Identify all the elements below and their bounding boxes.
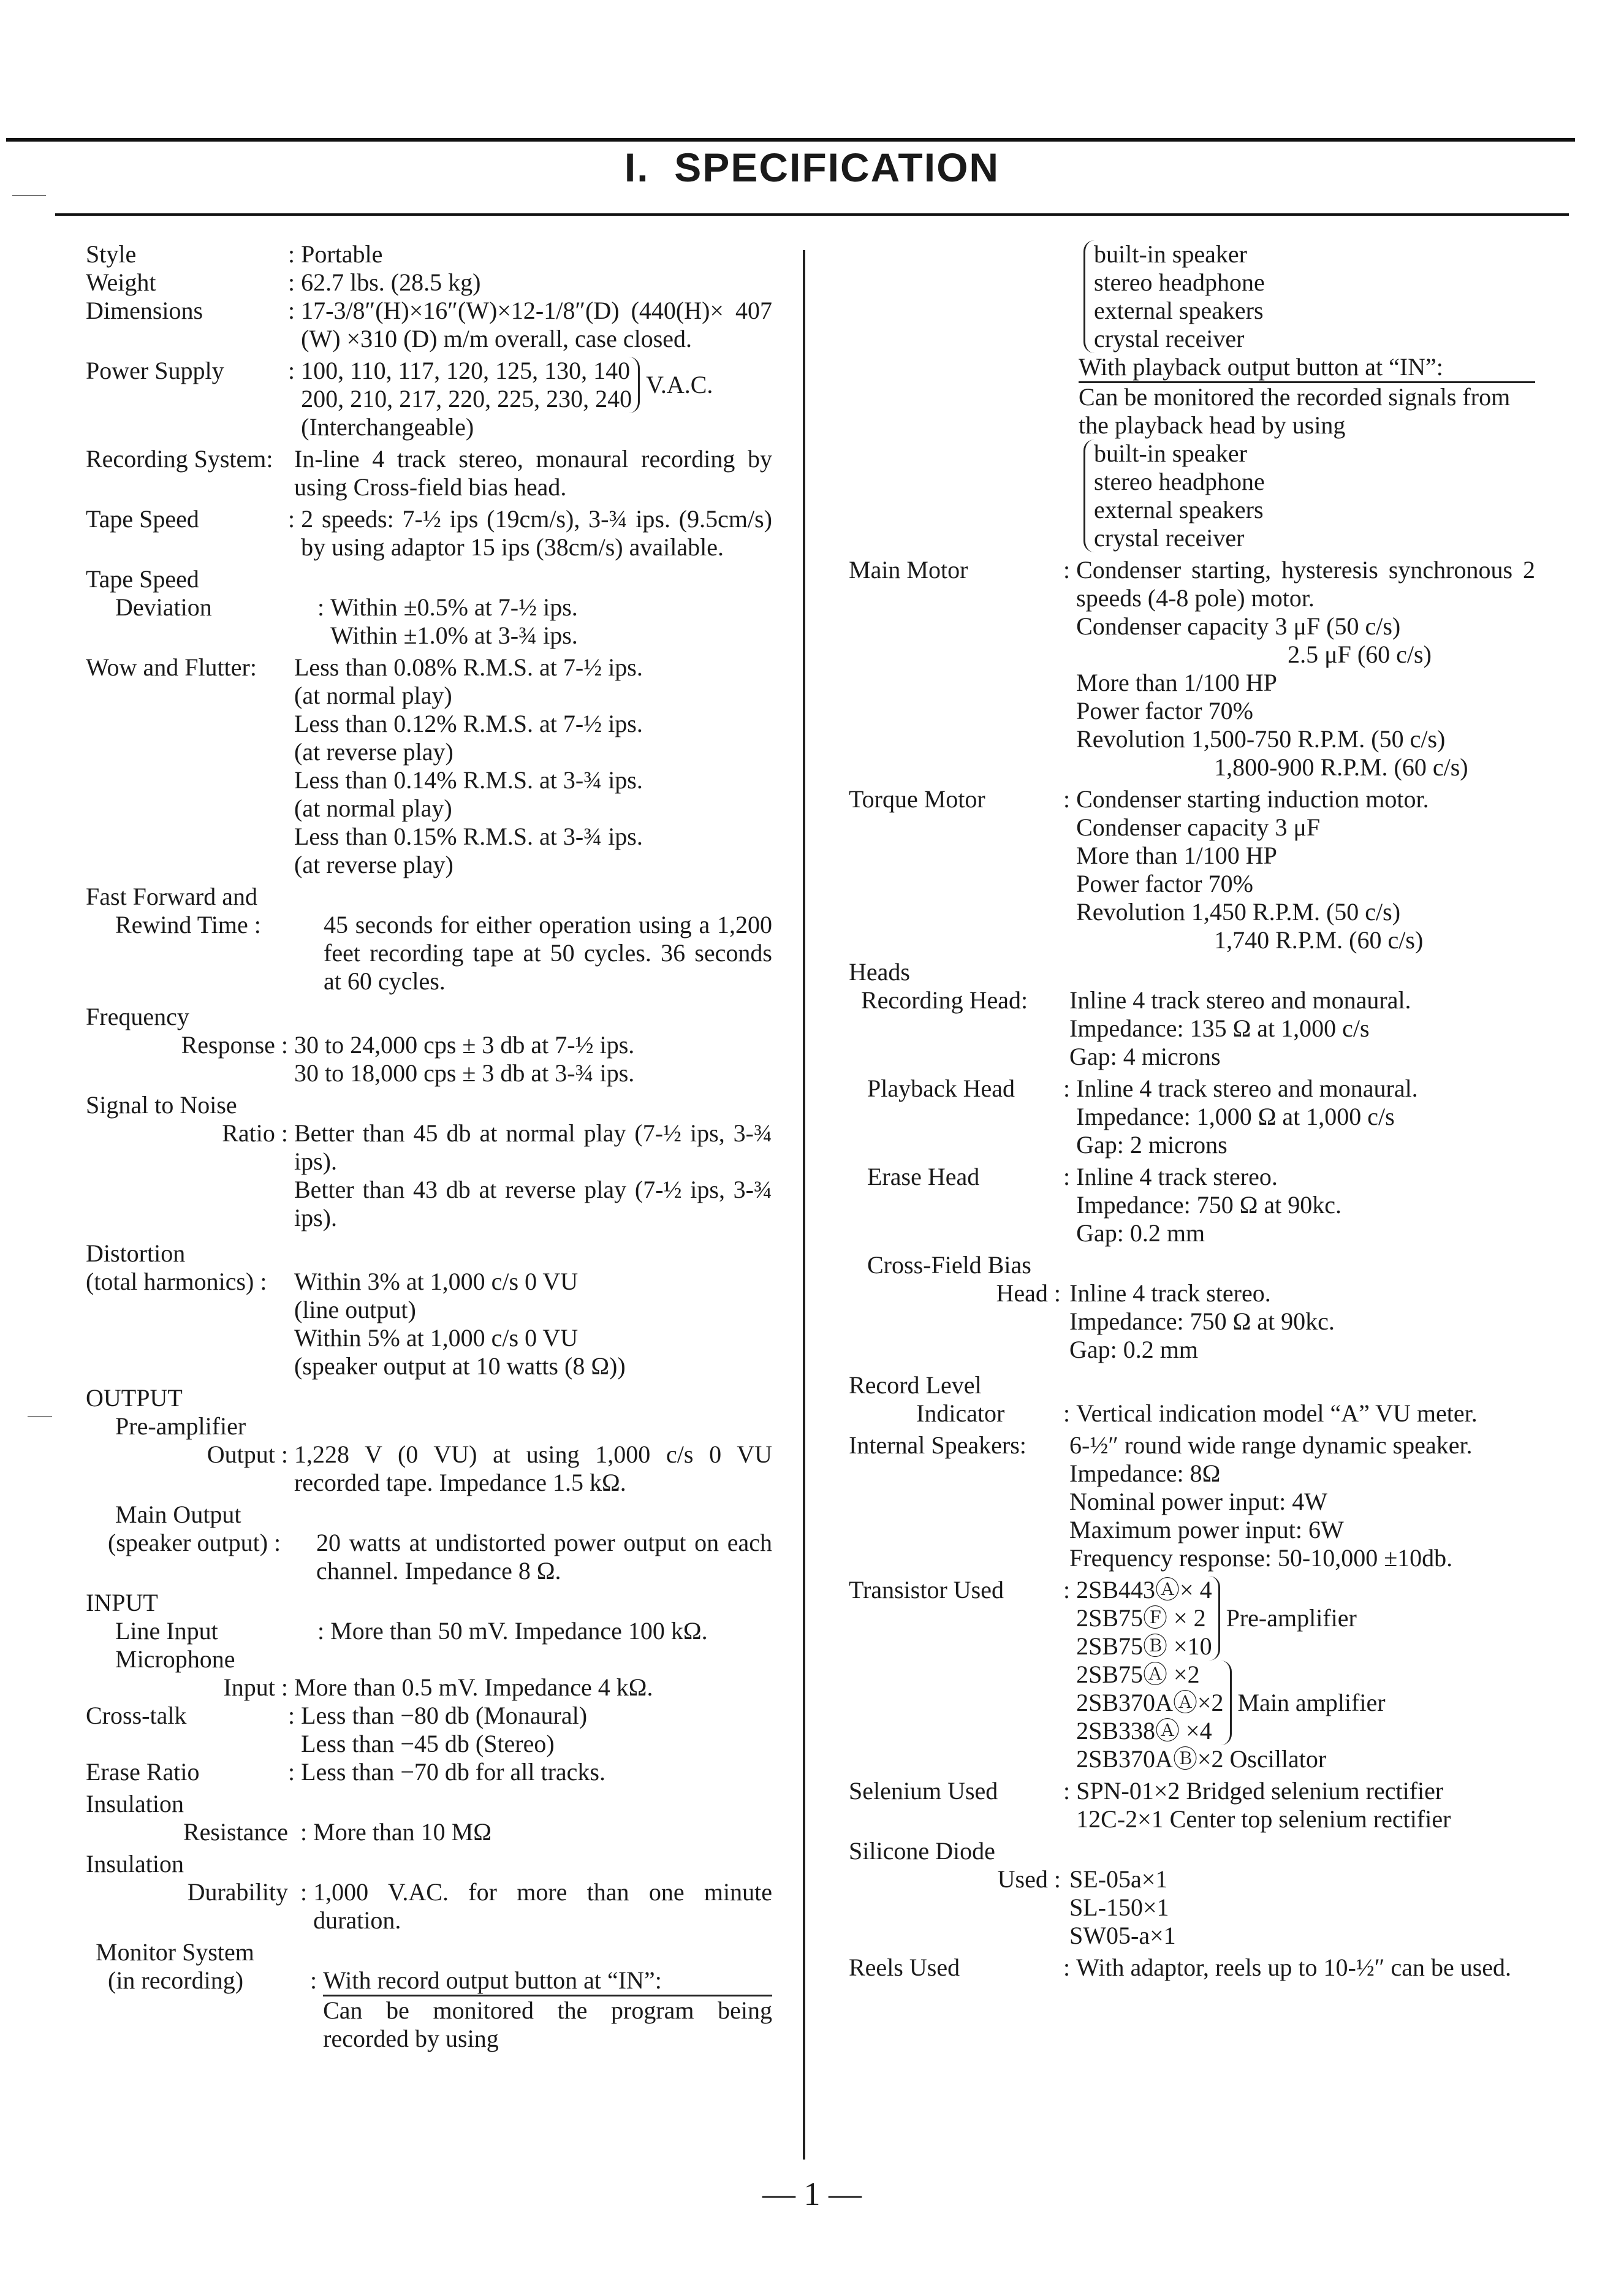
spec-frequency-response: Frequency Response : 30 to 24,000 cps ± 3 db at 7-½ ips. 30 to 18,000 cps ± 3 db at 3-¾ ips. [86,1003,635,1087]
spec-style: Style : Portable [86,240,383,268]
margin-tick [28,1416,52,1417]
spec-record-level: Record Level Indicator : Vertical indication model “A” VU meter. [849,1371,1478,1427]
spec-distortion: Distortion (total harmonics) : Within 3% at 1,000 c/s 0 VU (line output) Within 5% at 1,000 c/s 0 VU (speaker output at 10 watts (8 Ω)) [86,1239,626,1380]
spec-monitor-system: Monitor System (in recording) : With record output button at “IN”: Can be monitored the program being recorded by using [96,1938,772,2052]
spec-silicone-diode: Silicone Diode Used : SE-05a×1 SL-150×1 SW05-a×1 [849,1837,1176,1949]
spec-torque-motor: Torque Motor : Condenser starting induction motor. Condenser capacity 3 μF More than 1/100 HP Power factor 70% Revolution 1,450 R.P.M. (50 c/s) 1,740 R.P.M. (60 c/s) [849,785,1429,954]
spec-tape-speed: Tape Speed : 2 speeds: 7-½ ips (19cm/s), 3-¾ ips. (9.5cm/s) by using adaptor 15 ips (38cm/s) available. [86,505,772,561]
spec-weight: Weight : 62.7 lbs. (28.5 kg) [86,268,481,296]
left-column [86,240,772,2053]
page-title: I. SPECIFICATION [624,145,1000,190]
right-column [849,240,1535,1982]
spec-insulation-resistance: Insulation Resistance : More than 10 MΩ [86,1790,491,1846]
spec-main-motor: Main Motor : Condenser starting, hysteresis synchronous 2 speeds (4-8 pole) motor. Condenser capacity 3 μF (50 c/s) 2.5 μF (60 c/s) More than 1/100 HP Power factor 70% Revolution 1,500-750 R.P.M. (50 c/s) 1,800-900 R.P.M. (60 c/s) [849,556,1535,781]
spec-tape-speed-deviation: Tape Speed Deviation : Within ±0.5% at 7-½ ips. Within ±1.0% at 3-¾ ips. [86,565,578,649]
spec-internal-speakers: Internal Speakers: 6-½″ round wide range dynamic speaker. Impedance: 8Ω Nominal power input: 4W Maximum power input: 6W Frequency response: 50-10,000 ±10db. [849,1431,1473,1572]
page-number: — 1 — [762,2175,862,2212]
spec-heads: Heads Recording Head: Inline 4 track stereo and monaural. Impedance: 135 Ω at 1,000 c/s Gap: 4 microns Playback Head : Inline 4 track stereo and monaural. Impedance: 1,000 Ω at 1,000 c/s Gap: 2 microns Erase Head : Inline 4 track stereo. Impedance: 750 Ω at 90kc. Gap: 0.2 mm Cross-Field Bias Head : Inline 4 track stereo. Impedance: 750 Ω at 90kc. Gap: 0.2 mm [849,958,1418,1363]
monitor-playback: With playback output button at “IN”: Can be monitored the recorded signals from the playback head by using built-in speaker stereo headphone external speakers crystal receiver [849,353,1535,552]
spec-ff-rewind: Fast Forward and Rewind Time : 45 seconds for either operation using a 1,200 feet recording tape at 50 cycles. 36 seconds at 60 cycles. [86,883,772,995]
column-divider [803,250,805,2160]
spec-input: INPUT Line Input : More than 50 mV. Impedance 100 kΩ. Microphone Input : More than 0.5 mV. Impedance 4 kΩ. [86,1589,708,1701]
spec-reels: Reels Used : With adaptor, reels up to 10-½″ can be used. [849,1954,1512,1981]
spec-selenium: Selenium Used : SPN-01×2 Bridged selenium rectifier 12C-2×1 Center top selenium rectifier [849,1777,1451,1833]
spec-recording-system: Recording System: In-line 4 track stereo, monaural recording by using Cross-field bias head. [86,445,772,501]
spec-transistors: Transistor Used : 2SB443Ⓐ× 4 2SB75Ⓕ × 2 2SB75Ⓑ ×10 Pre-amplifier 2SB75Ⓐ ×2 2SB370AⒶ×2 2SB338Ⓐ ×4 Main amplifier 2SB370AⒷ×2 Oscillator [849,1576,1386,1773]
spec-output: OUTPUT Pre-amplifier Output : 1,228 V (0 VU) at using 1,000 c/s 0 VU recorded tape. Impedance 1.5 kΩ. Main Output (speaker output) : 20 watts at undistorted power output on each channel. Impedance 8 Ω. [86,1384,772,1585]
spec-dimensions: Dimensions : 17-3/8″(H)×16″(W)×12-1/8″(D) (440(H)× 407 (W) ×310 (D) m/m overall, case closed. [86,297,772,352]
spec-signal-noise: Signal to Noise Ratio : Better than 45 db at normal play (7-½ ips, 3-¾ ips). Better than 43 db at reverse play (7-½ ips, 3-¾ ips). [86,1091,772,1231]
top-rule [6,138,1575,142]
margin-tick [12,195,46,196]
spec-crosstalk: Cross-talk : Less than −80 db (Monaural) Less than −45 db (Stereo) [86,1702,588,1757]
monitor-list-recording: built-in speaker stereo headphone external speakers crystal receiver [849,240,1535,353]
spec-erase-ratio: Erase Ratio : Less than −70 db for all tracks. [86,1758,605,1786]
title-rule [55,213,1569,216]
spec-insulation-durability: Insulation Durability : 1,000 V.AC. for more than one minute duration. [86,1850,772,1934]
spec-power-supply: Power Supply : 100, 110, 117, 120, 125, 130, 140 200, 210, 217, 220, 225, 230, 240 V.A.C. (Interchangeable) [86,357,713,441]
spec-wow-flutter: Wow and Flutter: Less than 0.08% R.M.S. at 7-½ ips. (at normal play) Less than 0.12% R.M.S. at 7-½ ips. (at reverse play) Less than 0.14% R.M.S. at 3-¾ ips. (at normal play) Less than 0.15% R.M.S. at 3-¾ ips. (at reverse play) [86,653,643,878]
